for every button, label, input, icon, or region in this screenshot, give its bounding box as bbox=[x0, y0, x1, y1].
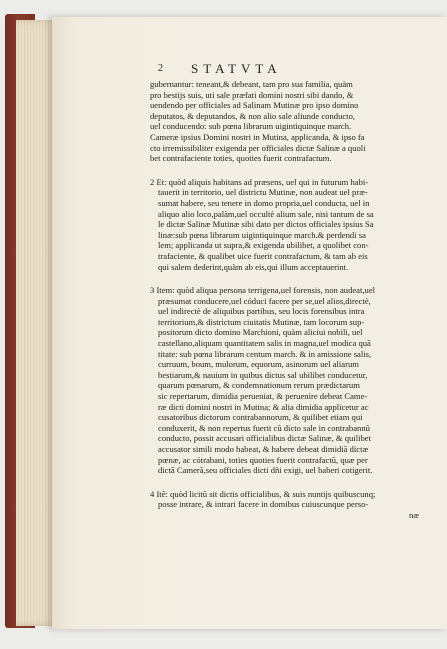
text-line: cto irremissibiliter exigenda per officiales dictæ Salinæ a quoli bbox=[150, 142, 366, 153]
text-line: 4 Itẽ: quòd licitũ sit dictis officialibus, & suis nuntijs quibuscunq; bbox=[150, 488, 376, 499]
text-line: dictã Camerã,seu officiales dicti dñi exigi, uel haberi cotigerit. bbox=[158, 465, 373, 476]
text-line: aliquo alio loco,palàm,uel occultè alium sale, nisi tantum de sa bbox=[158, 208, 374, 219]
text-line: deputatos, & deputandos, & non alio sale aliunde conducto, bbox=[150, 110, 356, 121]
text-line: conducto, possit accusari officialibus dictæ Salinæ, & quilibet bbox=[158, 433, 371, 444]
paragraph-3 bbox=[150, 285, 435, 476]
text-line: quarum pœnarum, & condemnationum rerum prædictarum bbox=[158, 380, 360, 391]
text-line: Cameræ ipsius Domini nostri in Mutina, applicanda, & ipso fa bbox=[150, 131, 365, 142]
paragraph-4 bbox=[150, 489, 435, 510]
running-header bbox=[158, 61, 282, 77]
text-line: positorum dicto domino Marchioni, quàm aliciui nobili, uel bbox=[158, 327, 363, 338]
text-block bbox=[150, 79, 435, 521]
text-line: conduxerit, & non repertus fuerit cũ dicto sale in contrabannũ bbox=[158, 422, 370, 433]
running-title: STATVTA bbox=[191, 61, 282, 76]
text-line: sumat habere, seu tenere in domo propria,uel conducta, uel in bbox=[158, 197, 370, 208]
text-line: le dictæ Salinæ Mutinæ sibi dato per dictos officiales ipsius Sa bbox=[158, 219, 374, 230]
text-line: accusator simili modo habeat, & habere debeat dimidiã dictæ bbox=[158, 444, 369, 454]
text-line: bet contrafaciente toties, quoties fuerit contrafactum. bbox=[150, 153, 332, 164]
text-line: uel conducendo: sub pœna librarum uigintiquinque march. bbox=[150, 121, 352, 132]
text-line: ræ dicti domini nostri in Mutina; & alia dimidia applicetur ac bbox=[158, 401, 369, 412]
text-line: uel indirectè de aliquibus partibus, seu locis forensibus intra bbox=[158, 306, 365, 317]
text-line: præsumat conducere,uel códuci facere per se,uel alios,directè, bbox=[158, 295, 371, 306]
text-line: bestiarum,& nauium in quibus dictus sal ubilibet conducetur, bbox=[158, 369, 368, 380]
text-line: lem; applicanda ut supra,& exigenda ubilibet, a quolibet con- bbox=[158, 240, 369, 251]
paragraph-2 bbox=[150, 177, 435, 272]
text-line: pro bestijs suis, uti sale præfati domini nostri sibi dando, & bbox=[150, 89, 354, 100]
paragraph-continuation bbox=[150, 79, 435, 164]
text-line: gubernantur: teneant,& debeant, tam pro sua familia, quàm bbox=[150, 79, 353, 89]
text-line: castellano,aliquam quantitatem salis in magna,uel modica quã bbox=[158, 338, 371, 349]
text-line: linæ:sub pœna librarum uigintiquinque march.& perdendi sa bbox=[158, 229, 366, 240]
text-line: cusatoribus dictorum contrabannorum, & quilibet etiam qui bbox=[158, 412, 363, 423]
text-line: pœnæ, ac cótrabani, toties quoties fuerit contrafactũ, quæ per bbox=[158, 454, 368, 465]
text-line: 2 Et: quòd aliquis habitans ad præsens, uel qui in futurum habi- bbox=[150, 176, 369, 187]
text-line: qui salem dederint,quàm ab eis,qui illum acceptauerint. bbox=[158, 261, 349, 272]
text-line: trafaciente, & qualibet uice fuerit contrafactum, & tam ab eis bbox=[158, 250, 368, 261]
text-line: posse intrare, & intrari facere in domibus cuiuscunque perso- bbox=[158, 499, 369, 510]
page-number: 2 bbox=[158, 63, 163, 74]
text-line: tauerit in territorio, uel districtu Mutinæ, non audeat uel præ- bbox=[158, 187, 368, 198]
text-line: sic repertarum, dimidia perueniat, & peruenire debeat Came- bbox=[158, 391, 368, 402]
catchword: næ bbox=[408, 509, 419, 520]
text-line: territorium,& districtum ciuitatis Mutinæ, tam locorum sup- bbox=[158, 316, 365, 327]
text-line: uendendo per officiales ad Salinam Mutinæ pro ipso domino bbox=[150, 100, 359, 111]
text-line: 3 Item: quòd aliqua persona terrigena,uel forensis, non audeat,uel bbox=[150, 285, 376, 296]
text-line: curruum, boum, mulorum, equorum, asinorum uel aliarum bbox=[158, 359, 359, 370]
text-line: titate: sub pœna librarum centum march. & in amissione salis, bbox=[158, 348, 372, 359]
